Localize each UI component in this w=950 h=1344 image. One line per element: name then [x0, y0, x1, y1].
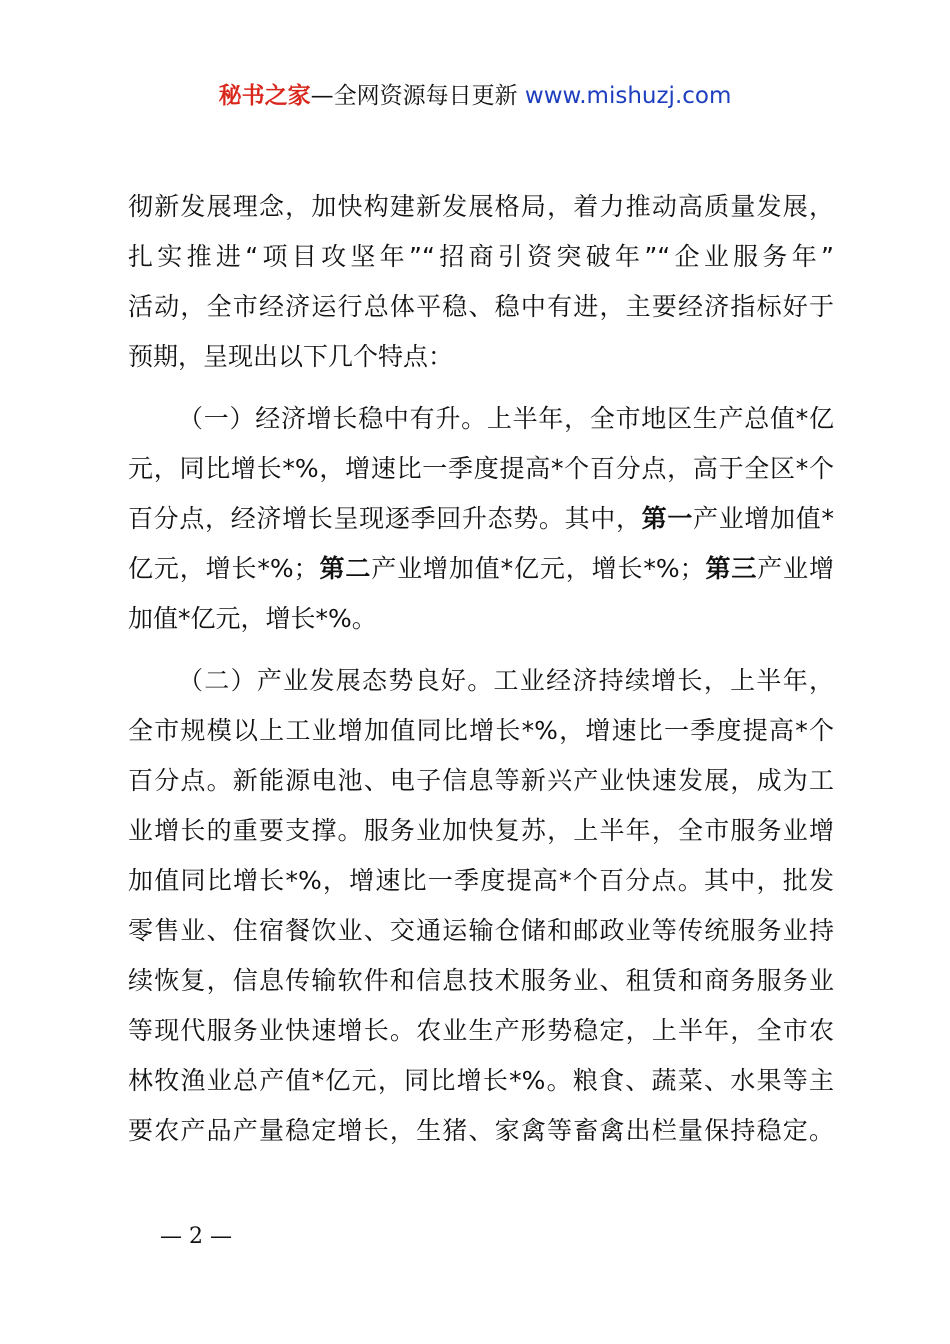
header-tagline: —全网资源每日更新 [310, 83, 518, 109]
section-2-paragraph [128, 656, 834, 1156]
section-2-line: （二）产业发展态势良好。工业经济持续增长，上半年， [178, 666, 834, 695]
section-2-line: 续恢复，信息传输软件和信息技术服务业、租赁和商务服务业 [128, 966, 834, 995]
section-1-text: 产业增加值* [693, 504, 834, 533]
section-1-line [128, 544, 834, 594]
section-2-line: 零售业、住宿餐饮业、交通运输仓储和邮政业等传统服务业持 [128, 916, 834, 945]
section-1-line [128, 494, 834, 544]
section-2-line: 百分点。新能源电池、电子信息等新兴产业快速发展，成为工 [128, 766, 834, 795]
intro-line: 预期，呈现出以下几个特点： [128, 342, 454, 371]
section-2-line: 全市规模以上工业增加值同比增长*%，增速比一季度提高*个 [128, 716, 834, 745]
section-1-text: 百分点，经济增长呈现逐季回升态势。其中， [128, 504, 642, 533]
primary-industry-label: 第一 [641, 504, 694, 533]
document-body [128, 182, 834, 1156]
section-2-line: 等现代服务业快速增长。农业生产形势稳定，上半年，全市农 [128, 1016, 834, 1045]
section-2-line: 林牧渔业总产值*亿元，同比增长*%。粮食、蔬菜、水果等主 [128, 1066, 834, 1095]
section-1-text: 产业增加值*亿元，增长*%； [371, 554, 705, 583]
section-2-line: 加值同比增长*%，增速比一季度提高*个百分点。其中，批发 [128, 866, 834, 895]
intro-line: 扎实推进“项目攻坚年”“招商引资突破年”“企业服务年” [128, 242, 834, 271]
tertiary-industry-label: 第三 [704, 554, 758, 583]
header-url-link[interactable]: www.mishuzj.com [524, 83, 732, 109]
header-brand: 秘书之家 [218, 83, 311, 109]
intro-paragraph [128, 182, 834, 382]
page-header [0, 80, 950, 112]
section-2-line: 业增长的重要支撑。服务业加快复苏，上半年，全市服务业增 [128, 816, 834, 845]
section-1-text: 产业增 [757, 554, 834, 583]
section-2-line: 要农产品产量稳定增长，生猪、家禽等畜禽出栏量保持稳定。 [128, 1116, 834, 1145]
intro-line: 彻新发展理念，加快构建新发展格局，着力推动高质量发展， [128, 192, 834, 221]
section-1-line: 元，同比增长*%，增速比一季度提高*个百分点，高于全区*个 [128, 454, 834, 483]
section-1-paragraph [128, 394, 834, 644]
section-1-line: 加值*亿元，增长*%。 [128, 604, 377, 633]
intro-line: 活动，全市经济运行总体平稳、稳中有进，主要经济指标好于 [128, 292, 834, 321]
section-1-text: 亿元，增长*%； [128, 554, 319, 583]
section-1-line: （一）经济增长稳中有升。上半年，全市地区生产总值*亿 [178, 404, 834, 433]
secondary-industry-label: 第二 [318, 554, 372, 583]
page-number: — 2 — [160, 1224, 232, 1249]
